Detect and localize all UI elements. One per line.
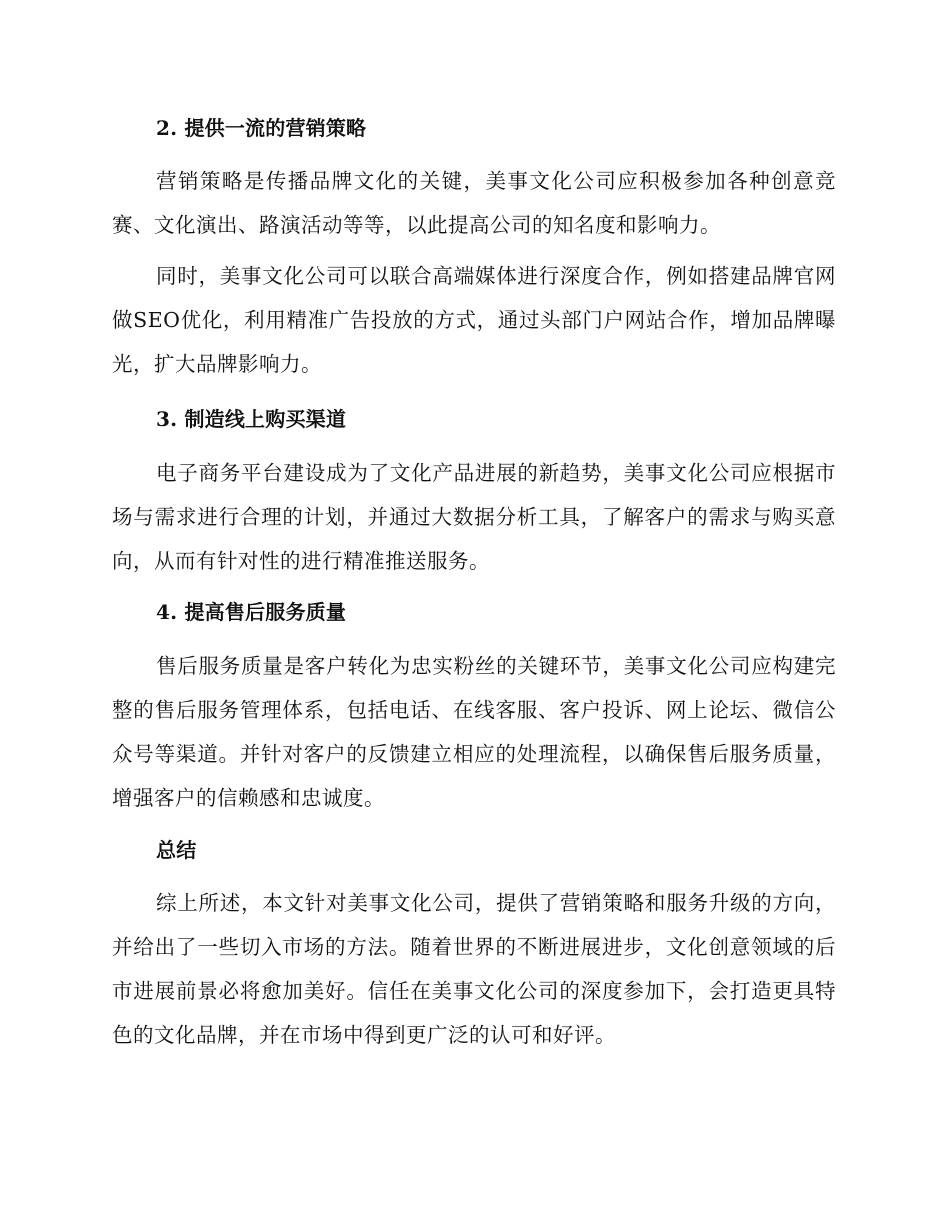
section-heading-after-sales: 4. 提高售后服务质量 [156,600,347,624]
paragraph-after-sales: 售后服务质量是客户转化为忠实粉丝的关键环节，美事文化公司应构建完整的售后服务管理体系，包括电话、在线客服、客户投诉、网上论坛、微信公众号等渠道。并针对客户的反馈建立相应的处理流程，以确保售后服务质量，增强客户的信赖感和忠诚度。 [112,654,836,810]
section-heading-online-channel: 3. 制造线上购买渠道 [156,407,347,431]
section-heading-summary: 总结 [156,838,197,862]
paragraph-media-cooperation: 同时，美事文化公司可以联合高端媒体进行深度合作，例如搭建品牌官网做SEO优化，利用精准广告投放的方式，通过头部门户网站合作，增加品牌曝光，扩大品牌影响力。 [112,264,836,376]
section-heading-marketing-strategy: 2. 提供一流的营销策略 [156,116,367,140]
paragraph-marketing-strategy: 营销策略是传播品牌文化的关键，美事文化公司应积极参加各种创意竞赛、文化演出、路演活动等等，以此提高公司的知名度和影响力。 [112,169,836,237]
paragraph-summary: 综上所述，本文针对美事文化公司，提供了营销策略和服务升级的方向，并给出了一些切入市场的方法。随着世界的不断进展进步，文化创意领域的后市进展前景必将愈加美好。信任在美事文化公司的深度参加下，会打造更具特色的文化品牌，并在市场中得到更广泛的认可和好评。 [112,891,836,1047]
paragraph-online-channel: 电子商务平台建设成为了文化产品进展的新趋势，美事文化公司应根据市场与需求进行合理的计划，并通过大数据分析工具，了解客户的需求与购买意向，从而有针对性的进行精准推送服务。 [112,461,836,573]
